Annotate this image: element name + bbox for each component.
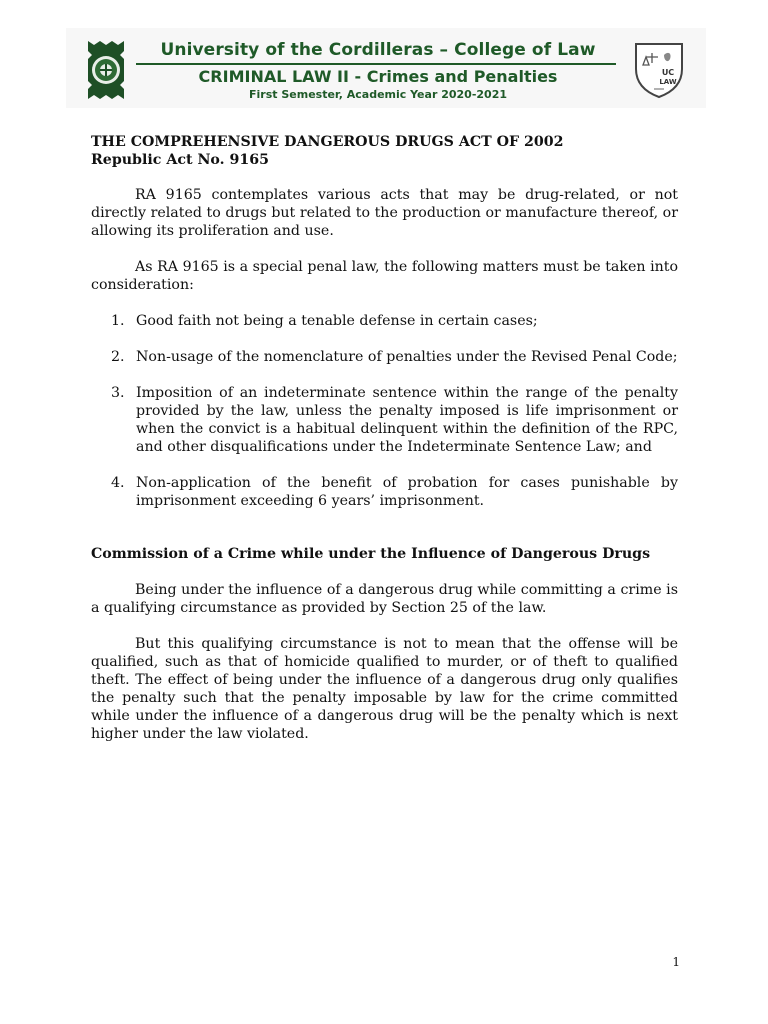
list-item-text: Imposition of an indeterminate sentence within the range of the penalty provided by the law, unless the penalty imposed is life imprisonment or when the convict is a habitual delinquent within the definition of the RPC, and other disqualifications under the Indeterminate Sentence Law; and xyxy=(136,385,678,455)
section-paragraph-1: Being under the influence of a dangerous drug while committing a crime is a qualifying circumstance as provided by Section 25 of the law. xyxy=(91,582,678,616)
list-item-number: 1. xyxy=(111,313,125,329)
course-title: CRIMINAL LAW II - Crimes and Penalties xyxy=(198,67,558,86)
intro-paragraph: RA 9165 contemplates various acts that may be drug-related, or not directly related to drugs but related to the production or manufacture thereof, or allowing its proliferation and use. xyxy=(91,187,678,239)
svg-text:LAW: LAW xyxy=(659,78,677,86)
matters-list xyxy=(91,312,678,510)
list-item xyxy=(91,348,678,366)
university-seal-icon xyxy=(84,39,128,101)
list-item-number: 3. xyxy=(111,385,125,401)
list-item-number: 4. xyxy=(111,475,125,491)
document-subtitle: Republic Act No. 9165 xyxy=(91,152,270,168)
list-item-text: Non-application of the benefit of probation for cases punishable by imprisonment exceeding 6 years’ imprisonment. xyxy=(136,475,678,509)
list-item xyxy=(91,474,678,510)
section-paragraph-2: But this qualifying circumstance is not to mean that the offense will be qualified, such as that of homicide qualified to murder, or of theft to qualified theft. The effect of being under the influence of a dangerous drug only qualifies the penalty such that the penalty imposable by law for the crime committed while under the influence of a dangerous drug will be the penalty which is next higher under the law violated. xyxy=(91,636,678,742)
list-item xyxy=(91,384,678,456)
svg-text:UC: UC xyxy=(661,68,675,77)
university-name: University of the Cordilleras – College of Law xyxy=(160,40,596,60)
uc-law-shield-icon xyxy=(632,41,686,99)
header-divider xyxy=(136,63,616,65)
list-item-text: Good faith not being a tenable defense in certain cases; xyxy=(136,313,538,329)
document-title: THE COMPREHENSIVE DANGEROUS DRUGS ACT OF 2002 xyxy=(91,134,564,150)
list-item-text: Non-usage of the nomenclature of penalties under the Revised Penal Code; xyxy=(136,349,678,365)
lead-in-paragraph: As RA 9165 is a special penal law, the following matters must be taken into consideration: xyxy=(91,259,678,293)
list-item-number: 2. xyxy=(111,349,125,365)
section-heading: Commission of a Crime while under the Influence of Dangerous Drugs xyxy=(91,546,651,562)
document-body xyxy=(91,133,678,743)
semester-label: First Semester, Academic Year 2020-2021 xyxy=(249,88,507,101)
list-item xyxy=(91,312,678,330)
page-number: 1 xyxy=(672,955,680,969)
